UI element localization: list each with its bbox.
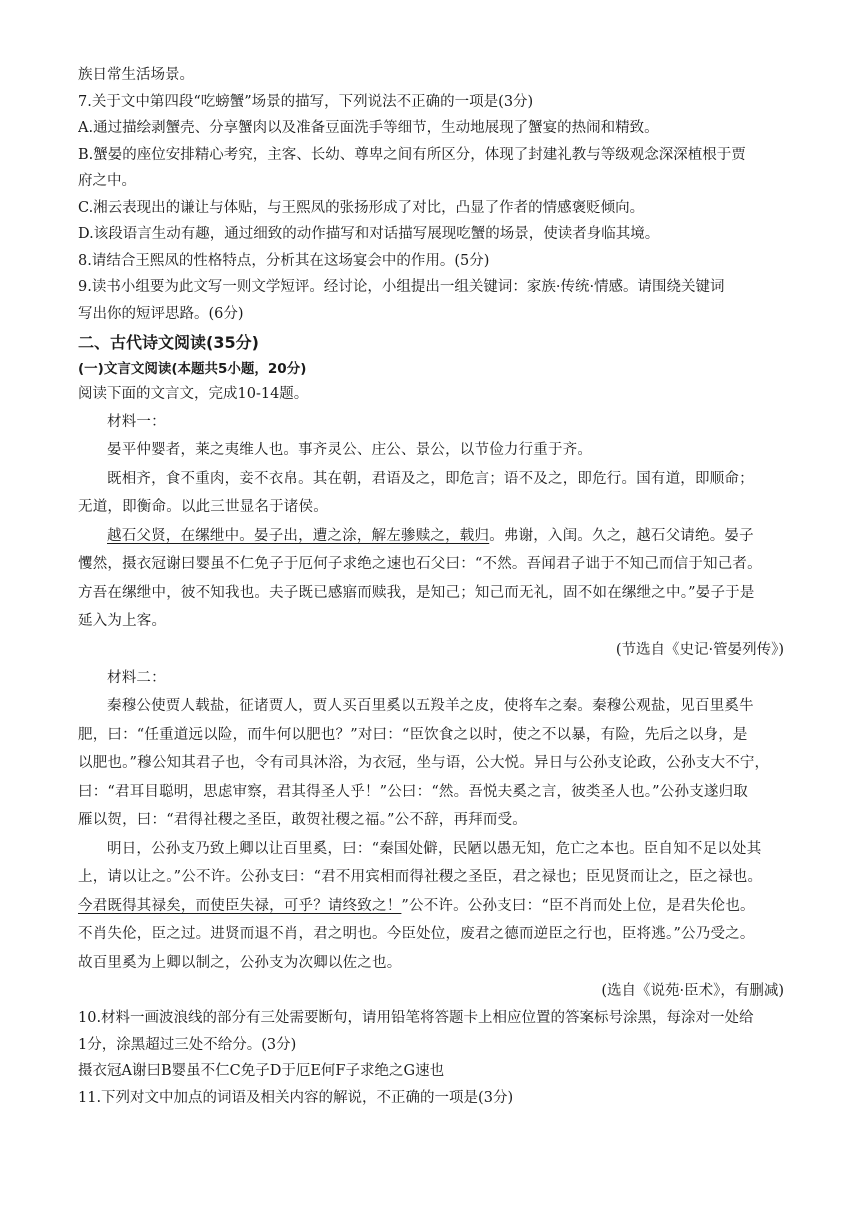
material-two-p1d: 曰：“君耳目聪明，思虑审察，君其得圣人乎！”公曰：“然。吾悦夫奚之言，彼类圣人也。”公孙支遂归取: [78, 783, 748, 800]
underlined-sentence: 越石父贤，在缧绁中。晏子出，遭之涂，解左骖赎之，载归: [107, 527, 490, 544]
material-two-p2a: 明日，公孙支乃致上卿以让百里奚，曰：“秦国处僻，民陋以愚无知，危亡之本也。臣自知不足以处其: [107, 840, 762, 857]
material-two-p2e: 故百里奚为上卿以制之，公孙支为次卿以佐之也。: [78, 954, 402, 971]
q11-stem: 11.下列对文中加点的词语及相关内容的解说，不正确的一项是(3分): [78, 1089, 514, 1106]
q9-line1: 9.读书小组要为此文写一则文学短评。经讨论，小组提出一组关键词：家族·传统·情感。请围绕关键词: [78, 279, 725, 295]
q8: 8.请结合王熙凤的性格特点，分析其在这场宴会中的作用。(5分): [78, 252, 490, 269]
q7-option-d: D.该段语言生动有趣，通过细致的动作描写和对话描写展现吃蟹的场景，使读者身临其境。: [78, 226, 660, 242]
q7-option-b-line2: 府之中。: [78, 173, 136, 189]
material-one-label: 材料一：: [107, 413, 166, 430]
material-two: [78, 664, 784, 1006]
q7-option-b-line1: B.蟹晏的座位安排精心考究，主客、长幼、尊卑之间有所区分，体现了封建礼教与等级观念深深植根于贾: [78, 146, 746, 163]
material-one: [78, 408, 784, 664]
q10-line1: 10.材料一画波浪线的部分有三处需要断句，请用铅笔将答题卡上相应位置的答案标号涂黑，每涂对一处给: [78, 1010, 754, 1026]
material-two-p1e: 雁以贺，曰：“君得社稷之圣臣，敢贺社稷之福。”公不辞，再拜而受。: [78, 812, 527, 828]
material-one-p3c: 方吾在缧绁中，彼不知我也。夫子既已感寤而赎我，是知己；知己而无礼，固不如在缧绁之中。”晏子于是: [78, 584, 755, 601]
material-one-p3d: 延入为上客。: [78, 613, 167, 629]
material-two-p2b: 上，请以让之。”公不许。公孙支曰：“君不用宾相而得社稷之圣臣，君之禄也；臣见贤而让之，臣之禄也。: [78, 869, 763, 885]
subsection-heading: (一)文言文阅读(本题共5小题，20分): [78, 361, 307, 377]
document-page: [78, 62, 784, 1111]
material-two-p1b: 肥，曰：“任重道远以险，而牛何以肥也？”对曰：“臣饮食之以时，使之不以暴，有险，先后之以身，是: [78, 726, 748, 743]
q9-line2: 写出你的短评思路。(6分): [78, 305, 244, 322]
material-two-source: (选自《说苑·臣术》，有删减): [601, 983, 784, 999]
material-two-p1a: 秦穆公使贾人载盐，征诸贾人，贾人买百里奚以五羖羊之皮，使将车之秦。秦穆公观盐，见百里奚牛: [107, 698, 754, 714]
q10-options: 摄衣冠A谢曰B婴虽不仁C免子D于厄E何F子求绝之G速也: [78, 1063, 445, 1079]
reading-instruction: 阅读下面的文言文，完成10-14题。: [78, 386, 309, 402]
section-heading: 二、古代诗文阅读(35分): [78, 333, 259, 352]
material-one-p2a: 既相齐，食不重肉，妾不衣帛。其在朝，君语及之，即危言；语不及之，即危行。国有道，即顺命；: [107, 470, 754, 487]
material-one-source: (节选自《史记·管晏列传》): [615, 641, 784, 658]
material-two-p1c: 以肥也。”穆公知其君子也，令有司具沐浴，为衣冠，坐与语，公大悦。异日与公孙支论政，公孙支大不宁，: [78, 755, 770, 771]
material-one-p3b: 戄然，摄衣冠谢曰婴虽不仁免子于厄何子求绝之速也石父曰：“不然。吾闻君子诎于不知己而信于知己者。: [78, 556, 762, 572]
q7-option-a: A.通过描绘剥蟹壳、分享蟹肉以及准备豆面洗手等细节，生动地展现了蟹宴的热闹和精致。: [78, 120, 659, 136]
material-one-p2b: 无道，即衡命。以此三世显名于诸侯。: [78, 499, 328, 515]
q6-tail: 族日常生活场景。: [78, 67, 194, 83]
underlined-sentence-2: 今君既得其禄矣，而使臣失禄，可乎？请终致之！: [78, 897, 402, 914]
material-two-p2c: 今君既得其禄矣，而使臣失禄，可乎？请终致之！”公不许。公孙支曰：“臣不肖而处上位，是君失伦也。: [78, 897, 755, 914]
wavy-underlined-passage: 摄衣冠谢曰婴虽不仁免子于厄何子求绝之速也石父曰: [122, 556, 461, 572]
material-one-p3a: 越石父贤，在缧绁中。晏子出，遭之涂，解左骖赎之，载归。弗谢，入闺。久之，越石父请绝。晏子: [107, 527, 754, 544]
material-two-label: 材料二：: [107, 669, 166, 686]
q7-stem: 7.关于文中第四段“吃螃蟹”场景的描写，下列说法不正确的一项是(3分): [78, 93, 534, 110]
material-two-p2d: 不肖失伦，臣之过。进贤而退不肖，君之明也。今臣处位，废君之德而逆臣之行也，臣将逃。”公乃受之。: [78, 926, 755, 942]
material-one-p1: 晏平仲婴者，莱之夷维人也。事齐灵公、庄公、景公，以节俭力行重于齐。: [107, 442, 593, 458]
q10-line2: 1分，涂黑超过三处不给分。(3分): [78, 1036, 297, 1053]
q7-option-c: C.湘云表现出的谦让与体贴，与王熙凤的张扬形成了对比，凸显了作者的情感褒贬倾向。: [78, 199, 645, 216]
